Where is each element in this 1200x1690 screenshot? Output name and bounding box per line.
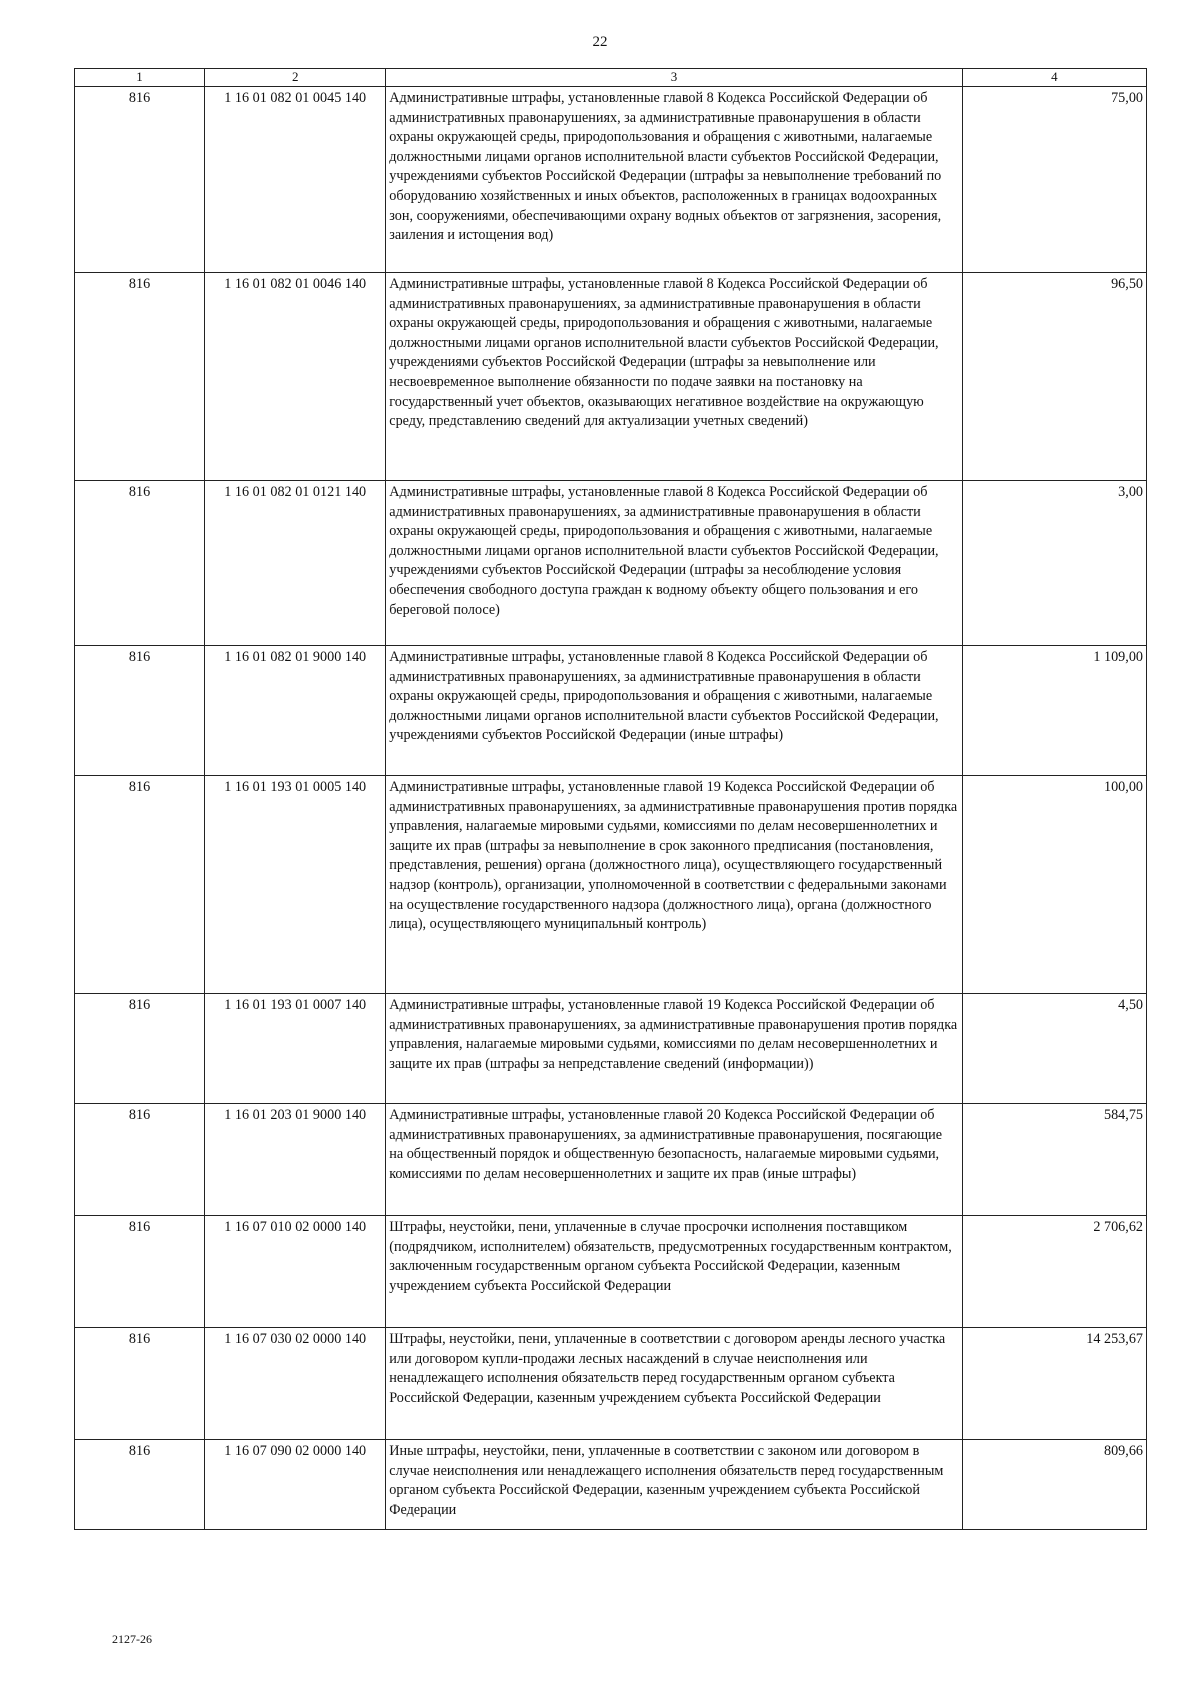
- budget-code-cell: 1 16 07 010 02 0000 140: [205, 1216, 386, 1328]
- table-row: [75, 273, 1147, 481]
- description-cell: Административные штрафы, установленные главой 8 Кодекса Российской Федерации об административных правонарушениях, за административные правонарушения в области охраны окружающей среды, природопользования и обращения с животными, налагаемые должностными лицами органов исполнительной власти субъектов Российской Федерации, учреждениями субъектов Российской Федерации (штрафы за несоблюдение условия обеспечения свободного доступа граждан к водному объекту общего пользования и его береговой полосе): [386, 481, 963, 646]
- description-cell: Административные штрафы, установленные главой 8 Кодекса Российской Федерации об административных правонарушениях, за административные правонарушения в области охраны окружающей среды, природопользования и обращения с животными, налагаемые должностными лицами органов исполнительной власти субъектов Российской Федерации, учреждениями субъектов Российской Федерации (иные штрафы): [386, 646, 963, 776]
- column-header-1: 1: [75, 69, 205, 87]
- table-row: [75, 994, 1147, 1104]
- admin-code-cell: 816: [75, 1104, 205, 1216]
- budget-code-cell: 1 16 07 030 02 0000 140: [205, 1328, 386, 1440]
- budget-code-cell: 1 16 01 082 01 0045 140: [205, 87, 386, 273]
- admin-code-cell: 816: [75, 481, 205, 646]
- table-body: [75, 87, 1147, 1530]
- column-header-2: 2: [205, 69, 386, 87]
- amount-cell: 96,50: [962, 273, 1146, 481]
- amount-cell: 809,66: [962, 1440, 1146, 1530]
- revenue-table: [74, 68, 1147, 1530]
- header-row: [75, 69, 1147, 87]
- admin-code-cell: 816: [75, 776, 205, 994]
- amount-cell: 100,00: [962, 776, 1146, 994]
- budget-code-cell: 1 16 01 082 01 0121 140: [205, 481, 386, 646]
- table-row: [75, 1104, 1147, 1216]
- table-row: [75, 646, 1147, 776]
- admin-code-cell: 816: [75, 1440, 205, 1530]
- column-header-3: 3: [386, 69, 963, 87]
- admin-code-cell: 816: [75, 87, 205, 273]
- document-footer-code: 2127-26: [112, 1632, 152, 1646]
- table-row: [75, 1328, 1147, 1440]
- table-row: [75, 481, 1147, 646]
- description-cell: Штрафы, неустойки, пени, уплаченные в случае просрочки исполнения поставщиком (подрядчиком, исполнителем) обязательств, предусмотренных государственным контрактом, заключенным государственным органом субъекта Российской Федерации, казенным учреждением субъекта Российской Федерации: [386, 1216, 963, 1328]
- budget-code-cell: 1 16 01 203 01 9000 140: [205, 1104, 386, 1216]
- budget-code-cell: 1 16 01 082 01 9000 140: [205, 646, 386, 776]
- admin-code-cell: 816: [75, 646, 205, 776]
- description-cell: Административные штрафы, установленные главой 19 Кодекса Российской Федерации об административных правонарушениях, за административные правонарушения против порядка управления, налагаемые мировыми судьями, комиссиями по делам несовершеннолетних и защите их прав (штрафы за невыполнение в срок законного предписания (постановления, представления, решения) органа (должностного лица), осуществляющего государственный надзор (контроль), организации, уполномоченной в соответствии с федеральными законами на осуществление государственного надзора (должностного лица), органа (должностного лица), осуществляющего муниципальный контроль): [386, 776, 963, 994]
- description-cell: Иные штрафы, неустойки, пени, уплаченные в соответствии с законом или договором в случае неисполнения или ненадлежащего исполнения обязательств перед государственным органом субъекта Российской Федерации, казенным учреждением субъекта Российской Федерации: [386, 1440, 963, 1530]
- table-header: [75, 69, 1147, 87]
- amount-cell: 75,00: [962, 87, 1146, 273]
- amount-cell: 2 706,62: [962, 1216, 1146, 1328]
- amount-cell: 1 109,00: [962, 646, 1146, 776]
- budget-code-cell: 1 16 01 193 01 0007 140: [205, 994, 386, 1104]
- table-row: [75, 1216, 1147, 1328]
- page-number: 22: [592, 34, 608, 50]
- admin-code-cell: 816: [75, 1216, 205, 1328]
- amount-cell: 3,00: [962, 481, 1146, 646]
- amount-cell: 14 253,67: [962, 1328, 1146, 1440]
- admin-code-cell: 816: [75, 994, 205, 1104]
- amount-cell: 4,50: [962, 994, 1146, 1104]
- table-row: [75, 87, 1147, 273]
- description-cell: Административные штрафы, установленные главой 19 Кодекса Российской Федерации об административных правонарушениях, за административные правонарушения против порядка управления, налагаемые мировыми судьями, комиссиями по делам несовершеннолетних и защите их прав (штрафы за непредставление сведений (информации)): [386, 994, 963, 1104]
- description-cell: Административные штрафы, установленные главой 8 Кодекса Российской Федерации об административных правонарушениях, за административные правонарушения в области охраны окружающей среды, природопользования и обращения с животными, налагаемые должностными лицами органов исполнительной власти субъектов Российской Федерации, учреждениями субъектов Российской Федерации (штрафы за невыполнение или несвоевременное выполнение обязанности по подаче заявки на постановку на государственный учет объектов, оказывающих негативное воздействие на окружающую среду, представлению сведений для актуализации учетных сведений): [386, 273, 963, 481]
- budget-code-cell: 1 16 01 193 01 0005 140: [205, 776, 386, 994]
- description-cell: Административные штрафы, установленные главой 20 Кодекса Российской Федерации об административных правонарушениях, за административные правонарушения, посягающие на общественный порядок и общественную безопасность, налагаемые мировыми судьями, комиссиями по делам несовершеннолетних и защите их прав (иные штрафы): [386, 1104, 963, 1216]
- amount-cell: 584,75: [962, 1104, 1146, 1216]
- admin-code-cell: 816: [75, 1328, 205, 1440]
- admin-code-cell: 816: [75, 273, 205, 481]
- budget-code-cell: 1 16 07 090 02 0000 140: [205, 1440, 386, 1530]
- description-cell: Административные штрафы, установленные главой 8 Кодекса Российской Федерации об административных правонарушениях, за административные правонарушения в области охраны окружающей среды, природопользования и обращения с животными, налагаемые должностными лицами органов исполнительной власти субъектов Российской Федерации, учреждениями субъектов Российской Федерации (штрафы за невыполнение требований по оборудованию хозяйственных и иных объектов, расположенных в границах водоохранных зон, сооружениями, обеспечивающими охрану водных объектов от загрязнения, засорения, заиления и истощения вод): [386, 87, 963, 273]
- budget-code-cell: 1 16 01 082 01 0046 140: [205, 273, 386, 481]
- column-header-4: 4: [962, 69, 1146, 87]
- table-row: [75, 776, 1147, 994]
- table-row: [75, 1440, 1147, 1530]
- description-cell: Штрафы, неустойки, пени, уплаченные в соответствии с договором аренды лесного участка или договором купли-продажи лесных насаждений в случае неисполнения или ненадлежащего исполнения обязательств перед государственным органом субъекта Российской Федерации, казенным учреждением субъекта Российской Федерации: [386, 1328, 963, 1440]
